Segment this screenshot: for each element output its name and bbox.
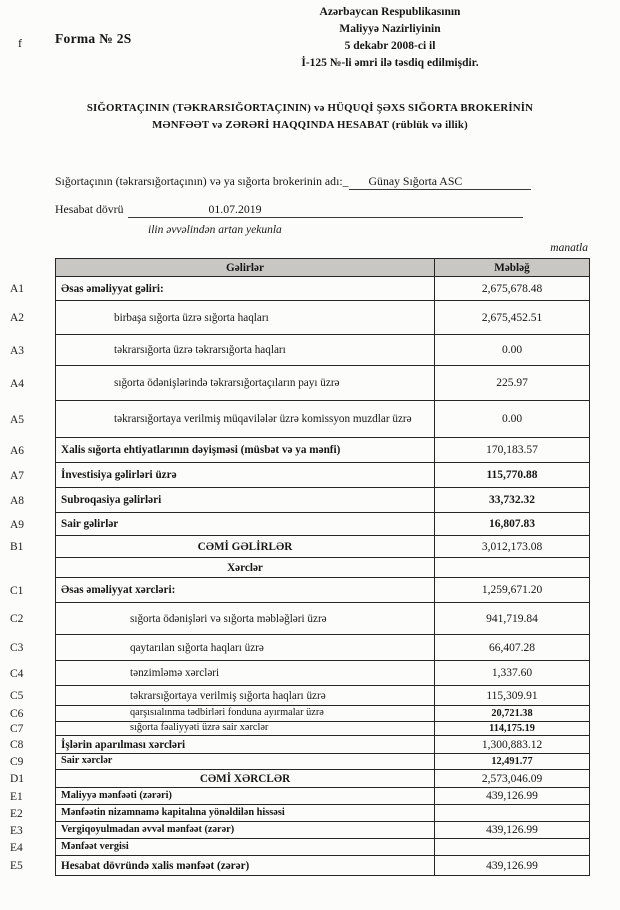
row-c4 [8,661,590,686]
row-a1 [8,277,590,301]
corner-letter: f [18,36,22,50]
row-value: 2,573,046.09 [435,770,590,788]
row-a9 [8,513,590,536]
row-a7 [8,463,590,488]
row-label: CƏMİ GƏLİRLƏR [55,536,435,558]
row-value: 439,126.99 [435,822,590,839]
approval-line: İ-125 №-li əmri ilə təsdiq edilmişdir. [301,57,479,69]
table-header-row [8,258,590,277]
report-title-line2: MƏNFƏƏT və ZƏRƏRİ HAQQINDA HESABAT (rüblük və illik) [152,118,468,131]
row-value [435,558,590,578]
approval-line: Maliyyə Nazirliyinin [339,23,441,35]
row-label: təkrarsığortaya verilmiş sığorta haqları üzrə [55,686,435,706]
row-value: 1,259,671.20 [435,578,590,603]
row-value: 439,126.99 [435,856,590,876]
row-c2 [8,603,590,635]
row-label: tənzimləmə xərcləri [55,661,435,686]
row-e2 [8,805,590,822]
row-code: A3 [10,344,25,357]
row-code: C3 [10,642,24,654]
row-label: qarşısıalınma tədbirləri fonduna ayırmalar üzrə [55,706,435,722]
cumulative-note: ilin əvvəlindən artan yekunla [148,224,282,236]
row-c5 [8,686,590,706]
currency-note: manatla [550,242,588,254]
row-code [8,558,55,578]
row-label: Maliyyə mənfəəti (zərəri) [55,788,435,805]
row-value: 2,675,678.48 [435,277,590,301]
row-label: sığorta fəaliyyəti üzrə sair xərclər [55,722,435,736]
row-label: Əsas əməliyyat gəliri: [55,277,435,301]
row-value: 0.00 [435,335,590,366]
period-field [55,202,523,218]
header-code-spacer [8,258,55,277]
row-c8 [8,736,590,754]
row-label: Əsas əməliyyat xərcləri: [55,578,435,603]
row-d1-total-expenses [8,770,590,788]
approval-line: 5 dekabr 2008-ci il [344,40,436,52]
row-c9 [8,754,590,770]
section-label: Xərclər [55,558,435,578]
row-code: E3 [10,824,23,837]
row-c3 [8,635,590,661]
row-label: Xalis sığorta ehtiyatlarının dəyişməsi (müsbət və ya mənfi) [55,438,435,463]
row-c1 [8,578,590,603]
row-value: 1,337.60 [435,661,590,686]
row-label: sığorta ödənişləri və sığorta məbləğləri üzrə [55,603,435,635]
row-code: E5 [10,860,23,872]
row-value: 225.97 [435,366,590,401]
row-value: 20,721.38 [435,706,590,722]
row-code: D1 [10,773,25,785]
approval-line: Azərbaycan Respublikasının [319,6,461,18]
row-code: A8 [10,494,25,507]
row-value: 115,309.91 [435,686,590,706]
row-value: 0.00 [435,401,590,438]
row-label: Sair gəlirlər [55,513,435,536]
row-a3 [8,335,590,366]
row-c7 [8,722,590,736]
row-code: A6 [10,444,25,457]
form-number-label: Forma № 2S [55,31,132,46]
row-code: A5 [10,413,25,426]
row-label: Sair xərclər [55,754,435,770]
row-value: 1,300,883.12 [435,736,590,754]
row-e1 [8,788,590,805]
row-value [435,839,590,856]
row-c6 [8,706,590,722]
row-e4 [8,839,590,856]
row-code: A7 [10,469,25,482]
row-code: E2 [10,807,23,820]
row-label: Mənfəət vergisi [55,839,435,856]
period-value: 01.07.2019 [128,202,523,218]
row-code: E4 [10,841,23,854]
report-title [0,100,620,133]
row-value: 33,732.32 [435,488,590,513]
approval-block [240,4,540,72]
row-value: 941,719.84 [435,603,590,635]
row-label: CƏMİ XƏRCLƏR [55,770,435,788]
row-value: 2,675,452.51 [435,301,590,335]
row-code: A9 [10,518,25,531]
row-label: İnvestisiya gəlirləri üzrə [55,463,435,488]
row-value: 66,407.28 [435,635,590,661]
row-a5 [8,401,590,438]
row-value [435,805,590,822]
row-a4 [8,366,590,401]
insurer-field [55,174,531,190]
row-code: A1 [10,283,25,295]
row-value: 439,126.99 [435,788,590,805]
row-a6 [8,438,590,463]
row-code: A2 [10,312,25,324]
row-code: A4 [10,377,25,390]
row-code: C2 [10,613,24,625]
row-label: sığorta ödənişlərində təkrarsığortaçıların payı üzrə [55,366,435,401]
row-label: təkrarsığortaya verilmiş müqavilələr üzrə komissyon muzdlar üzrə [55,401,435,438]
period-label: Hesabat dövrü [55,202,124,216]
header-income: Gəlirlər [55,258,435,277]
row-code: C7 [10,723,24,735]
row-code: C8 [10,739,24,751]
row-label: Vergiqoyulmadan əvvəl mənfəət (zərər) [55,822,435,839]
row-label: Subroqasiya gəlirləri [55,488,435,513]
row-e3 [8,822,590,839]
row-a2 [8,301,590,335]
insurer-label: Sığortaçının (təkrarsığortaçının) və ya sığorta brokerinin adı:_ [55,174,349,188]
row-code: C4 [10,667,24,680]
row-code: C1 [10,584,24,597]
row-code: C5 [10,690,24,702]
header-amount: Məbləğ [435,258,590,277]
insurer-value: Günay Sığorta ASC [349,174,531,190]
row-a8 [8,488,590,513]
row-expenses-section [8,558,590,578]
row-value: 114,175.19 [435,722,590,736]
row-value: 3,012,173.08 [435,536,590,558]
report-table [8,258,590,876]
row-code: B1 [10,541,24,553]
row-value: 16,807.83 [435,513,590,536]
row-label: İşlərin aparılması xərcləri [55,736,435,754]
row-code: C6 [10,708,24,720]
row-label: qaytarılan sığorta haqları üzrə [55,635,435,661]
row-value: 115,770.88 [435,463,590,488]
row-label: təkrarsığorta üzrə təkrarsığorta haqları [55,335,435,366]
row-code: E1 [10,790,23,803]
row-label: Hesabat dövründə xalis mənfəət (zərər) [55,856,435,876]
row-b1-total-income [8,536,590,558]
row-label: Mənfəətin nizamnamə kapitalına yönəldilən hissəsi [55,805,435,822]
row-e5 [8,856,590,876]
row-value: 12,491.77 [435,754,590,770]
row-label: birbaşa sığorta üzrə sığorta haqları [55,301,435,335]
row-value: 170,183.57 [435,438,590,463]
report-title-line1: SIĞORTAÇININ (TƏKRARSIĞORTAÇININ) və HÜQUQİ ŞƏXS SIĞORTA BROKERİNİN [86,102,534,114]
row-code: C9 [10,756,24,768]
